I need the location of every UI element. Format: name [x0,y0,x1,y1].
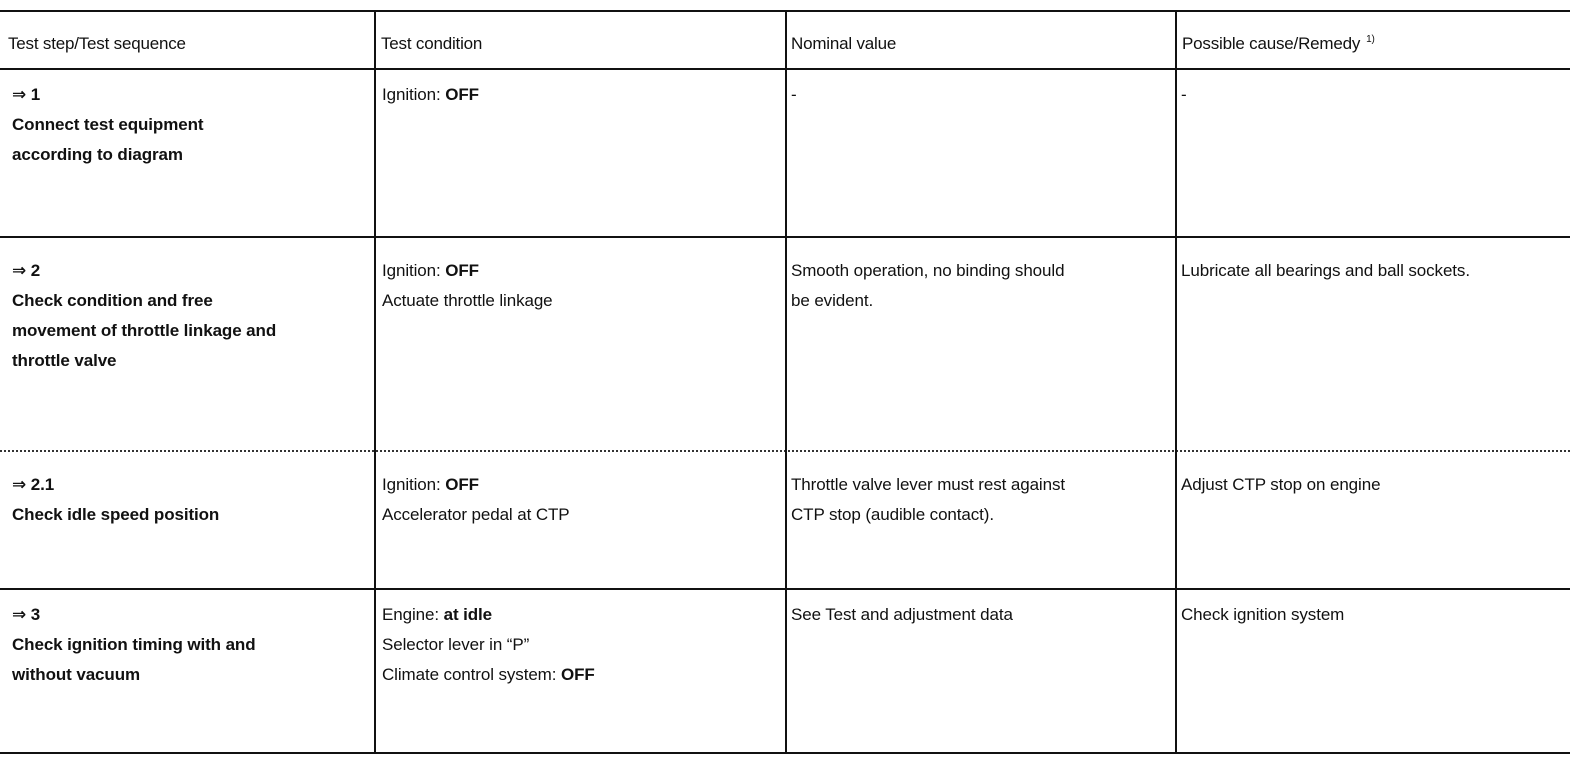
column-divider [374,10,376,754]
row-1-condition [382,80,479,110]
column-divider [785,10,787,754]
step-number: ⇒ 3 [12,605,41,624]
row-1-step [12,80,203,170]
nominal-line: Throttle valve lever must rest against [791,475,1065,494]
header-test-step: Test step/Test sequence [8,34,186,53]
row-3-condition [382,600,595,690]
step-title-line: Connect test equipment [12,115,204,134]
condition-label: Climate control system: [382,665,561,684]
condition-value: OFF [560,665,595,684]
step-number: ⇒ 2 [12,261,41,280]
remedy-line: Lubricate all bearings and ball sockets. [1181,261,1470,280]
footnote-marker: 1) [1366,34,1375,46]
header-nominal-value: Nominal value [791,34,897,53]
step-title-line: movement of throttle linkage and [12,321,277,340]
column-divider [1175,10,1177,754]
row-3-remedy [1181,600,1344,630]
row-2-1-step [12,470,219,530]
step-title-line: Check idle speed position [12,505,220,524]
row-2-1-remedy [1181,470,1380,500]
step-title-line: according to diagram [12,145,183,164]
row-2-step [12,256,276,376]
condition-line: Actuate throttle linkage [382,291,553,310]
nominal-line: Smooth operation, no binding should [791,261,1065,280]
condition-label: Ignition: [382,261,446,280]
header-remedy-label: Possible cause/Remedy [1182,34,1361,53]
row-2-nominal [791,256,1064,316]
row-2-1-condition [382,470,570,530]
condition-value: OFF [445,261,479,280]
condition-label: Engine: [382,605,444,624]
nominal-line: See Test and adjustment data [791,605,1013,624]
step-title-line: Check condition and free [12,291,213,310]
nominal-line: - [791,85,797,104]
condition-value: OFF [445,85,479,104]
condition-line: Accelerator pedal at CTP [382,505,570,524]
condition-value: OFF [445,475,479,494]
condition-label: Ignition: [382,85,446,104]
row-3-step [12,600,256,690]
nominal-line: CTP stop (audible contact). [791,505,994,524]
header-test-condition: Test condition [381,34,483,53]
step-number: ⇒ 2.1 [12,475,55,494]
remedy-line: Adjust CTP stop on engine [1181,475,1381,494]
condition-line [382,256,553,286]
step-title-line: throttle valve [12,351,117,370]
condition-line [382,600,595,630]
remedy-line: - [1181,85,1187,104]
nominal-line: be evident. [791,291,874,310]
remedy-line: Check ignition system [1181,605,1345,624]
row-1-remedy [1181,80,1187,110]
row-1-nominal [791,80,797,110]
step-number: ⇒ 1 [12,85,41,104]
condition-line [382,470,570,500]
condition-label: Ignition: [382,475,446,494]
row-2-remedy [1181,256,1470,286]
row-3-nominal [791,600,1013,630]
condition-line [382,80,479,110]
header-remedy [1182,34,1375,54]
condition-line [382,660,595,690]
step-title-line: Check ignition timing with and [12,635,256,654]
condition-value: at idle [443,605,493,624]
row-2-1-nominal [791,470,1065,530]
condition-line: Selector lever in “P” [382,635,530,654]
row-2-condition [382,256,553,316]
step-title-line: without vacuum [12,665,140,684]
